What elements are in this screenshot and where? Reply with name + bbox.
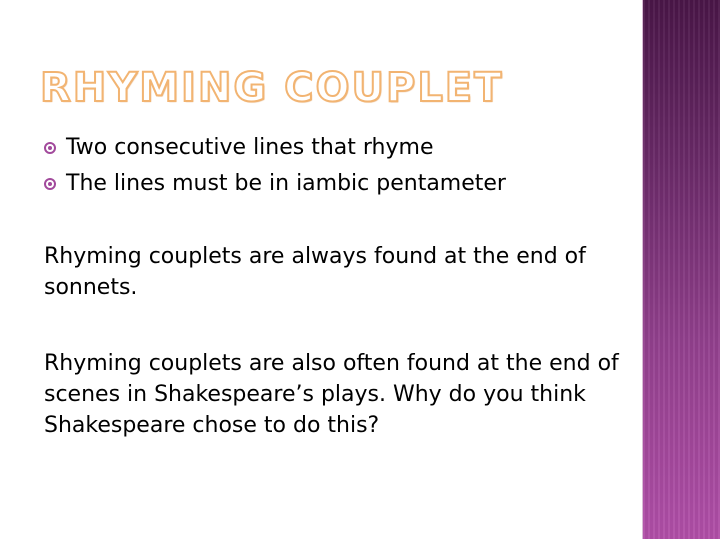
decorative-side-bar — [642, 0, 720, 539]
body-paragraph-plays: Rhyming couplets are also often found at the end of scenes in Shakespeare’s plays. Why do you think Shakespeare chose to do this? — [44, 351, 619, 438]
circled-dot-icon — [44, 142, 56, 154]
bullet-text: Two consecutive lines that rhyme — [66, 135, 434, 160]
bullet-list — [44, 130, 506, 202]
slide-title: RHYMING COUPLET — [40, 65, 504, 111]
bullet-text: The lines must be in iambic pentameter — [66, 171, 506, 196]
body-paragraph-sonnets: Rhyming couplets are always found at the end of sonnets. — [44, 244, 586, 300]
circled-dot-icon — [44, 178, 56, 190]
bullet-item — [44, 166, 506, 202]
bullet-item — [44, 130, 506, 166]
